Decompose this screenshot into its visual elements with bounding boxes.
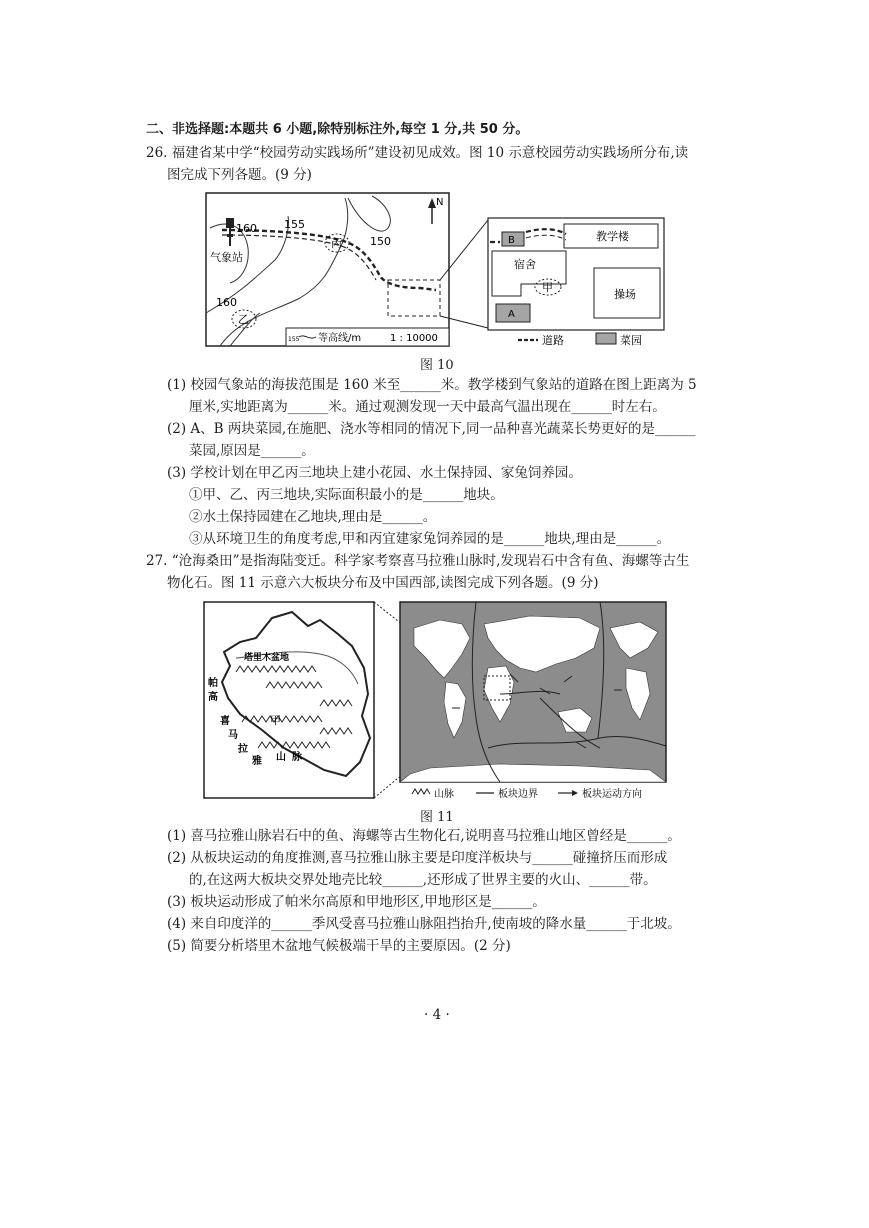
himalaya-char-6: 脉 xyxy=(292,752,302,763)
q26-part3-stem: (3) 学校计划在甲乙丙三地块上建小花园、水土保持园、家兔饲养园。 xyxy=(167,465,582,481)
himalaya-char-3: 拉 xyxy=(238,744,248,755)
contour-label-155: 155 xyxy=(284,218,305,231)
q27-stem-line-1: 27. “沧海桑田”是指海陆变迁。科学家考察喜马拉雅山脉时,发现岩石中含有鱼、海螺等古生 xyxy=(146,553,690,569)
contour-label-160-bottom: 160 xyxy=(216,296,237,309)
q27-part3: (3) 板块运动形成了帕米尔高原和甲地形区,甲地形区是______。 xyxy=(167,894,546,910)
himalaya-char-1: 喜 xyxy=(220,716,230,727)
legend-road-label: 道路 xyxy=(542,334,564,347)
region-jia-label: 甲 xyxy=(270,714,281,727)
plot-jia-label: 甲 xyxy=(542,281,553,294)
tarim-basin-label: 塔里木盆地 xyxy=(244,653,290,663)
himalaya-char-2: 马 xyxy=(228,730,238,741)
dormitory-label: 宿舍 xyxy=(514,258,536,271)
page-number: · 4 · xyxy=(424,1007,450,1023)
himalaya-char-4: 雅 xyxy=(252,756,262,767)
garden-b-label: B xyxy=(508,235,515,246)
q27-part4: (4) 来自印度洋的______季风受喜马拉雅山脉阻挡抬升,使南坡的降水量______于北坡。 xyxy=(167,916,681,932)
playground-label: 操场 xyxy=(614,288,636,301)
figure-10-caption: 图 10 xyxy=(420,358,454,373)
weather-station-label: 气象站 xyxy=(210,251,243,264)
legend-contour-label: 等高线/m xyxy=(318,333,362,344)
contour-label-160-top: 160 xyxy=(236,222,257,235)
pamir-label-2: 高 xyxy=(208,692,218,703)
contour-label-150: 150 xyxy=(370,235,391,248)
q26-part1-line-1: (1) 校园气象站的海拔范围是 160 米至______米。教学楼到气象站的道路在图上距离为 5 xyxy=(167,377,697,393)
scale-label: 1 : 10000 xyxy=(390,333,438,344)
q26-part3-sub1: ①甲、乙、丙三地块,实际面积最小的是______地块。 xyxy=(189,487,504,503)
pamir-label-1: 帕 xyxy=(208,678,218,689)
q26-part2-line-2: 菜园,原因是______。 xyxy=(189,443,315,459)
figure-11-caption: 图 11 xyxy=(420,810,454,825)
legend-garden-label: 菜园 xyxy=(620,334,642,347)
mountain-legend-icon xyxy=(412,789,430,794)
legend-contour-number: 155 xyxy=(288,336,300,343)
garden-a-label: A xyxy=(508,309,515,320)
legend-motion-label: 板块运动方向 xyxy=(582,789,642,800)
q27-part2-line-2: 的,在这两大板块交界处地壳比较______,还形成了世界主要的火山、______带。 xyxy=(189,872,657,888)
q27-stem-line-2: 物化石。图 11 示意六大板块分布及中国西部,读图完成下列各题。(9 分) xyxy=(167,575,599,591)
q26-stem-line-2: 图完成下列各题。(9 分) xyxy=(167,167,312,183)
q26-part3-sub2: ②水土保持园建在乙地块,理由是______。 xyxy=(189,509,437,525)
q27-part2-line-1: (2) 从板块运动的角度推测,喜马拉雅山脉主要是印度洋板块与______碰撞挤压而形成 xyxy=(167,850,668,866)
q26-part1-line-2: 厘米,实地距离为______米。通过观测发现一天中最高气温出现在______时左右。 xyxy=(189,399,666,415)
q26-part2-line-1: (2) A、B 两块菜园,在施肥、浇水等相同的情况下,同一品种喜光蔬菜长势更好的是______ xyxy=(167,421,696,437)
legend-mountain-label: 山脉 xyxy=(434,789,454,800)
figure-11-plates-map xyxy=(200,598,670,804)
q26-stem-line-1: 26. 福建省某中学“校园劳动实践场所”建设初见成效。图 10 示意校园劳动实践场所分布,读 xyxy=(146,145,689,161)
figure-10-campus-map xyxy=(200,188,670,350)
q27-part5: (5) 简要分析塔里木盆地气候极端干旱的主要原因。(2 分) xyxy=(167,938,511,954)
north-label: N xyxy=(436,197,444,208)
plot-bing-label: 丙 xyxy=(331,237,342,250)
section-header: 二、非选择题:本题共 6 小题,除特别标注外,每空 1 分,共 50 分。 xyxy=(146,122,529,137)
himalaya-char-5: 山 xyxy=(276,752,286,763)
legend-boundary-label: 板块边界 xyxy=(498,789,538,800)
plot-yi-label: 乙 xyxy=(238,313,249,326)
teaching-building-label: 教学楼 xyxy=(596,230,629,243)
q26-part3-sub3: ③从环境卫生的角度考虑,甲和丙宜建家兔饲养园的是______地块,理由是______。 xyxy=(189,531,671,547)
q27-part1: (1) 喜马拉雅山脉岩石中的鱼、海螺等古生物化石,说明喜马拉雅山地区曾经是______。 xyxy=(167,828,681,844)
garden-legend-icon xyxy=(596,333,616,344)
